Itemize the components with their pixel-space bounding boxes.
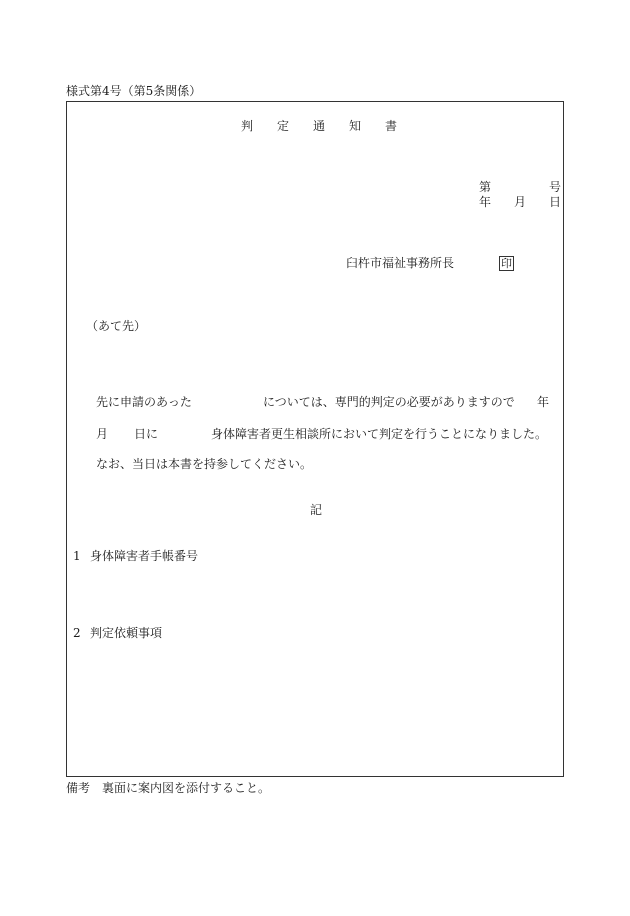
body-line2-c: 身体障害者更生相談所において判定を行うことになりました。 <box>211 427 548 441</box>
item2-label: 判定依頼事項 <box>90 626 163 640</box>
ki-heading: 記 <box>310 503 323 517</box>
number-label-last: 号 <box>549 180 562 194</box>
date-day: 日 <box>549 195 562 209</box>
date-year: 年 <box>479 195 492 209</box>
footer-note: 備考 裏面に案内図を添付すること。 <box>66 781 271 795</box>
issuer-name: 臼杵市福祉事務所長 <box>346 256 455 270</box>
seal-glyph: 印 <box>501 257 512 270</box>
body-line3: なお、当日は本書を持参してください。 <box>96 457 313 471</box>
seal-mark <box>499 256 514 271</box>
item1-number: 1 <box>73 549 81 563</box>
body-line2-b: 日に <box>134 427 159 441</box>
item2-number: 2 <box>73 626 81 640</box>
item1-label: 身体障害者手帳番号 <box>90 549 199 563</box>
number-label-first: 第 <box>479 180 492 194</box>
body-line1-b: については、専門的判定の必要がありますので <box>263 395 515 409</box>
document-title: 判 定 通 知 書 <box>241 119 398 133</box>
addressee-label: （あて先） <box>86 319 147 333</box>
date-month: 月 <box>514 195 527 209</box>
body-line1-c: 年 <box>537 395 550 409</box>
form-label: 様式第4号（第5条関係） <box>66 84 202 98</box>
body-line1-a: 先に申請のあった <box>96 395 192 409</box>
body-line2-a: 月 <box>96 427 109 441</box>
